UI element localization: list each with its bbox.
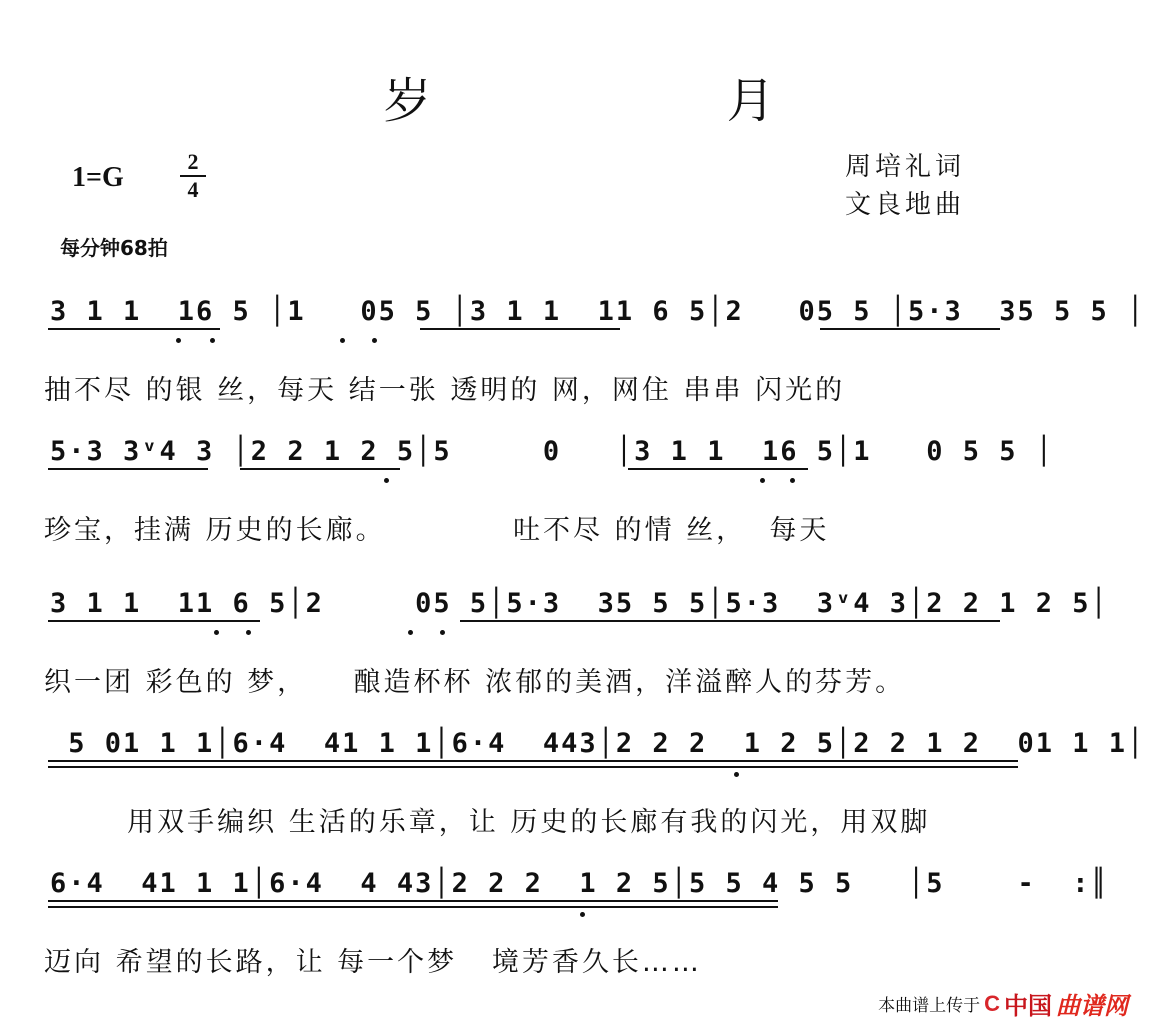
upload-footer	[878, 986, 1128, 1021]
score-system-1	[0, 296, 1158, 436]
site-logo-text-a[interactable]: 中国	[1004, 993, 1052, 1020]
tempo-marking: 每分钟68拍	[60, 236, 168, 260]
beam-line	[820, 328, 1000, 330]
lyric-line: 迈向 希望的长路，让 每一个梦 境芳香久长……	[44, 947, 702, 978]
lyricist-credit: 周培礼词	[845, 152, 966, 182]
beam-line	[48, 468, 208, 470]
key-signature: 1=G	[72, 162, 124, 193]
time-signature-bottom: 4	[187, 177, 199, 202]
beam-line	[460, 620, 1000, 622]
time-signature	[180, 150, 206, 202]
beam-line	[48, 760, 1018, 762]
beam-line	[48, 620, 260, 622]
notation-line: 5·3 3ᵛ4 3 │2 2 1 2 5│5 0 │3 1 1 16 5│1 0 5 5 │	[50, 436, 1055, 467]
beam-line	[48, 328, 220, 330]
low-octave-dot	[790, 478, 795, 483]
low-octave-dot	[246, 630, 251, 635]
notation-line: 6·4 41 1 1│6·4 4 43│2 2 2 1 2 5│5 5 4 5 5 │5 - :║	[50, 868, 1109, 899]
lyric-line: 织一团 彩色的 梦， 酿造杯杯 浓郁的美酒，洋溢醉人的芬芳。	[44, 667, 906, 698]
low-octave-dot	[580, 912, 585, 917]
composer-credit: 文良地曲	[845, 190, 966, 220]
score-system-3	[0, 588, 1158, 728]
beam-line	[240, 468, 400, 470]
score-system-4	[0, 728, 1158, 868]
low-octave-dot	[372, 338, 377, 343]
beam-line	[628, 468, 808, 470]
low-octave-dot	[214, 630, 219, 635]
lyric-line: 珍宝，挂满 历史的长廊。 吐不尽 的情 丝， 每天	[44, 515, 830, 546]
lyric-line: 抽不尽 的银 丝，每天 结一张 透明的 网，网住 串串 闪光的	[44, 375, 846, 406]
beam-line	[48, 900, 778, 902]
site-logo-text-b[interactable]: 曲谱网	[1056, 993, 1128, 1020]
notation-line: 3 1 1 16 5 │1 05 5 │3 1 1 11 6 5│2 05 5 │5·3 35 5 5 │	[50, 296, 1146, 327]
time-signature-top: 2	[187, 149, 199, 174]
lyric-line: 用双手编织 生活的乐章，让 历史的长廊有我的闪光，用双脚	[104, 807, 931, 838]
low-octave-dot	[340, 338, 345, 343]
low-octave-dot	[760, 478, 765, 483]
song-title: 岁 月	[383, 73, 915, 129]
site-logo-icon: C	[984, 990, 1000, 1016]
low-octave-dot	[734, 772, 739, 777]
low-octave-dot	[408, 630, 413, 635]
beam-line	[420, 328, 620, 330]
beam-line	[48, 906, 778, 908]
low-octave-dot	[440, 630, 445, 635]
notation-line: 3 1 1 11 6 5│2 05 5│5·3 35 5 5│5·3 3ᵛ4 3│2 2 1 2 5│	[50, 588, 1109, 619]
beam-line	[48, 766, 1018, 768]
notation-line: 5 01 1 1│6·4 41 1 1│6·4 443│2 2 2 1 2 5│2 2 1 2 01 1 1│	[50, 728, 1146, 759]
low-octave-dot	[210, 338, 215, 343]
low-octave-dot	[384, 478, 389, 483]
low-octave-dot	[176, 338, 181, 343]
upload-note: 本曲谱上传于	[878, 996, 981, 1016]
score-system-2	[0, 436, 1158, 576]
